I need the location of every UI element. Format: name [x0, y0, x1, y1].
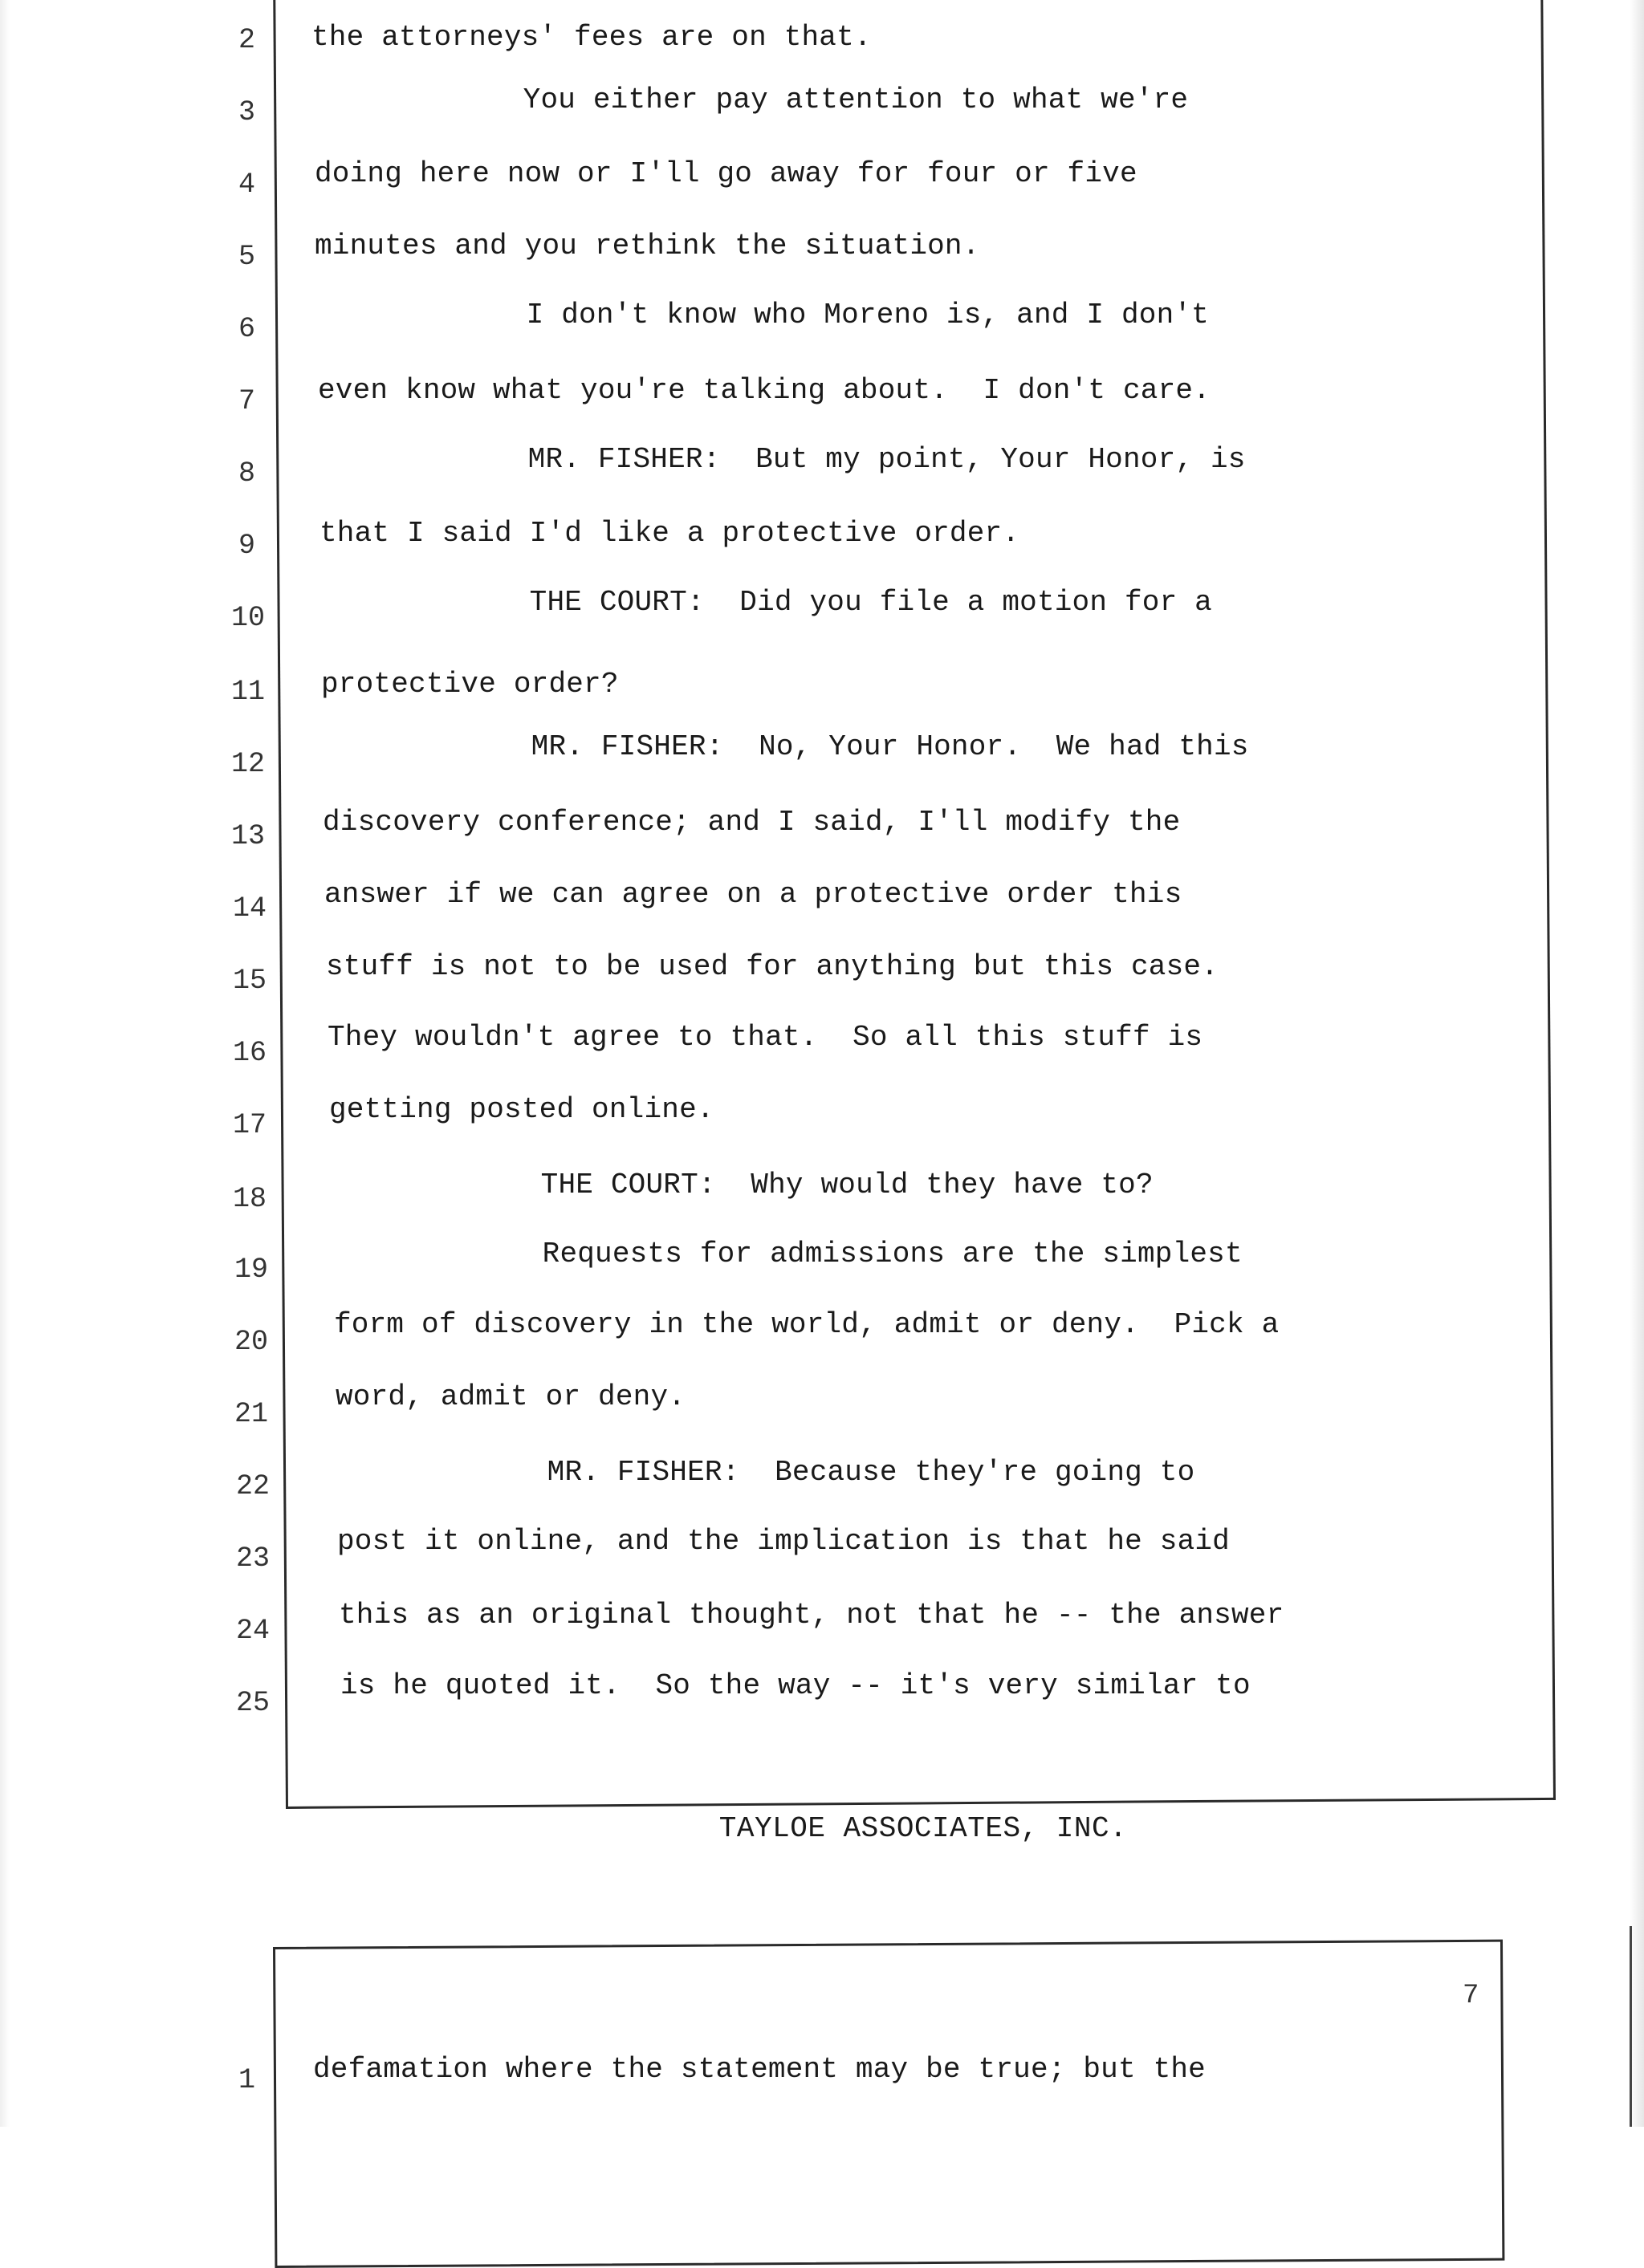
footer-company-name: TAYLOE ASSOCIATES, INC.: [718, 1812, 1128, 1845]
transcript-line: defamation where the statement may be true; but the: [313, 2053, 1206, 2086]
line-number: 19: [234, 1254, 268, 1286]
transcript-line: I don't know who Moreno is, and I don't: [316, 299, 1209, 331]
transcript-line: post it online, and the implication is that he said: [337, 1525, 1230, 1558]
line-number: 5: [238, 241, 255, 273]
line-number: 16: [232, 1037, 267, 1069]
line-number: 7: [238, 385, 255, 417]
line-number: 3: [238, 96, 255, 128]
transcript-line: getting posted online.: [329, 1093, 714, 1126]
line-number: 22: [235, 1470, 270, 1502]
page-number: 7: [1463, 1981, 1479, 2011]
line-number: 25: [235, 1687, 270, 1719]
transcript-line: answer if we can agree on a protective order this: [324, 878, 1182, 911]
transcript-line: Requests for admissions are the simplest: [332, 1238, 1243, 1270]
transcript-line: is he quoted it. So the way -- it's very similar to: [340, 1669, 1251, 1702]
transcript-line: MR. FISHER: No, Your Honor. We had this: [321, 730, 1249, 763]
line-number: 17: [232, 1109, 267, 1141]
transcript-line: even know what you're talking about. I don't care.: [318, 374, 1211, 407]
transcript-page-bottom: [273, 1940, 1504, 2268]
scan-edge-left: [0, 0, 10, 2127]
transcript-line: MR. FISHER: Because they're going to: [337, 1456, 1195, 1489]
transcript-line: They wouldn't agree to that. So all this stuff is: [328, 1021, 1203, 1054]
line-number: 14: [232, 892, 267, 925]
transcript-line: form of discovery in the world, admit or deny. Pick a: [334, 1308, 1280, 1341]
transcript-line: discovery conference; and I said, I'll modify the: [323, 806, 1181, 839]
transcript-line: word, admit or deny.: [336, 1380, 686, 1413]
transcript-line: THE COURT: Did you file a motion for a: [319, 586, 1212, 619]
transcript-line: protective order?: [321, 668, 619, 701]
line-number: 15: [232, 965, 267, 997]
transcript-line: THE COURT: Why would they have to?: [331, 1169, 1154, 1201]
line-number: 9: [238, 530, 255, 562]
line-number: 8: [238, 457, 255, 490]
line-number: 20: [234, 1326, 268, 1358]
scan-edge-right: [1630, 0, 1644, 2127]
transcript-line: that I said I'd like a protective order.: [319, 517, 1020, 550]
line-number: 21: [234, 1398, 268, 1430]
line-number: 1: [238, 2064, 255, 2096]
line-number: 18: [232, 1183, 267, 1215]
line-number: 6: [238, 313, 255, 345]
transcript-line: stuff is not to be used for anything but this case.: [326, 950, 1219, 983]
transcript-line: the attorneys' fees are on that.: [311, 21, 872, 54]
transcript-line: You either pay attention to what we're: [313, 83, 1189, 116]
line-number: 13: [230, 820, 265, 852]
transcript-line: this as an original thought, not that he -- the answer: [339, 1599, 1284, 1632]
page-edge-mark: [1630, 1926, 1632, 2127]
transcript-line: doing here now or I'll go away for four or five: [315, 157, 1137, 190]
line-number: 10: [230, 602, 265, 634]
transcript-line: MR. FISHER: But my point, Your Honor, is: [318, 443, 1246, 476]
line-number: 11: [230, 676, 265, 708]
line-number: 24: [235, 1615, 270, 1647]
line-number: 4: [238, 169, 255, 201]
line-number: 2: [238, 24, 255, 56]
transcript-line: minutes and you rethink the situation.: [315, 230, 980, 262]
line-number: 23: [235, 1542, 270, 1575]
line-number: 12: [230, 748, 265, 780]
